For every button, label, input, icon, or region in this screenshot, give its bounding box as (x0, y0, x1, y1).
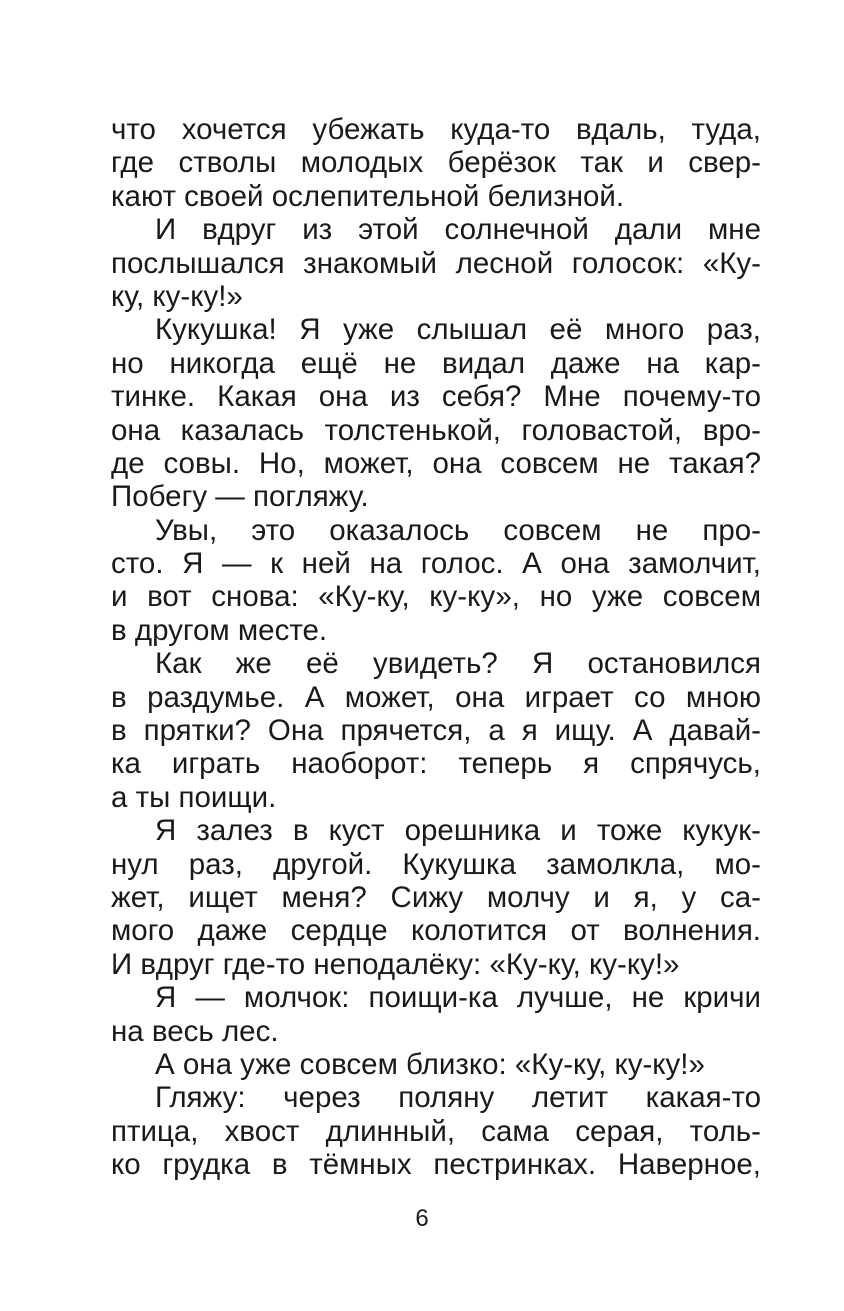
text-line: жет, ищет меня? Сижу молчу и я, у са- (111, 880, 761, 914)
text-line: и вот снова: «Ку-ку, ку-ку», но уже совсем (111, 580, 761, 614)
text-line: на весь лес. (111, 1014, 279, 1048)
text-line: птица, хвост длинный, сама серая, толь- (111, 1114, 761, 1148)
text-line: послышался знакомый лесной голосок: «Ку- (111, 246, 761, 280)
text-line: в другом месте. (111, 613, 328, 647)
text-line: а ты поищи. (111, 780, 277, 814)
text-line: А она уже совсем близко: «Ку-ку, ку-ку!» (155, 1047, 705, 1081)
text-line: в прятки? Она прячется, а я ищу. А давай- (111, 714, 761, 748)
text-line: Побегу — погляжу. (111, 480, 369, 514)
text-line: где стволы молодых берёзок так и свер- (111, 146, 761, 180)
text-line: И вдруг из этой солнечной дали мне (155, 213, 761, 247)
text-line: мого даже сердце колотится от волнения. (111, 914, 761, 948)
text-line: Кукушка! Я уже слышал её много раз, (155, 313, 761, 347)
text-line: Гляжу: через поляну летит какая-то (155, 1081, 761, 1115)
text-line: в раздумье. А может, она играет со мною (111, 680, 761, 714)
text-line: де совы. Но, может, она совсем не такая? (111, 446, 761, 480)
text-line: что хочется убежать куда-то вдаль, туда, (111, 113, 761, 146)
text-line: нул раз, другой. Кукушка замолкла, мо- (111, 847, 761, 881)
text-line: Я залез в куст орешника и тоже кукук- (155, 814, 761, 848)
text-line: Я — молчок: поищи-ка лучше, не кричи (155, 981, 761, 1015)
text-line: Увы, это оказалось совсем не про- (155, 513, 761, 547)
page-number: 6 (415, 1205, 429, 1232)
text-line: сто. Я — к ней на голос. А она замолчит, (111, 547, 761, 581)
text-line: кают своей ослепительной белизной. (111, 179, 625, 213)
text-line: тинке. Какая она из себя? Мне почему-то (111, 380, 761, 414)
text-line: И вдруг где-то неподалёку: «Ку-ку, ку-ку!» (111, 947, 680, 981)
text-line: но никогда ещё не видал даже на кар- (111, 346, 761, 380)
text-line: ко грудка в тёмных пестринках. Наверное, (111, 1148, 761, 1182)
text-line: ка играть наоборот: теперь я спрячусь, (111, 747, 761, 781)
text-line: ку, ку-ку!» (111, 279, 243, 313)
text-line: она казалась толстенькой, головастой, вро- (111, 413, 761, 447)
body-text (111, 113, 761, 1182)
text-line: Как же её увидеть? Я остановился (155, 647, 761, 681)
